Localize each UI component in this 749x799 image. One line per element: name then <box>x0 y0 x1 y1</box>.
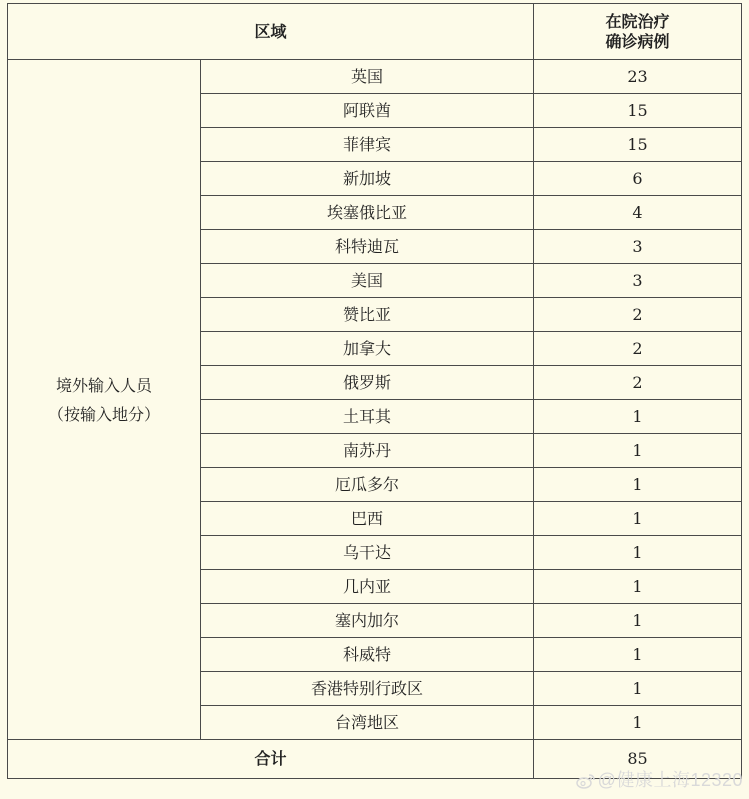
region-cell: 赞比亚 <box>201 298 534 332</box>
count-cell: 3 <box>534 264 742 298</box>
region-cell: 巴西 <box>201 502 534 536</box>
count-cell: 1 <box>534 468 742 502</box>
region-cell: 英国 <box>201 60 534 94</box>
count-cell: 1 <box>534 502 742 536</box>
table-row <box>8 60 742 94</box>
region-cell: 塞内加尔 <box>201 604 534 638</box>
region-cell: 科特迪瓦 <box>201 230 534 264</box>
group-label-line1: 境外输入人员 <box>55 375 152 395</box>
count-cell: 4 <box>534 196 742 230</box>
region-cell: 菲律宾 <box>201 128 534 162</box>
region-cell: 加拿大 <box>201 332 534 366</box>
cases-table <box>7 3 742 779</box>
total-count: 85 <box>534 740 742 779</box>
count-cell: 3 <box>534 230 742 264</box>
region-cell: 香港特别行政区 <box>201 672 534 706</box>
count-cell: 2 <box>534 332 742 366</box>
count-cell: 1 <box>534 570 742 604</box>
count-cell: 15 <box>534 94 742 128</box>
header-count-line1: 在院治疗 <box>605 11 670 31</box>
watermark <box>576 766 743 792</box>
count-cell: 15 <box>534 128 742 162</box>
region-cell: 乌干达 <box>201 536 534 570</box>
region-cell: 新加坡 <box>201 162 534 196</box>
group-label <box>8 60 201 740</box>
header-count-line2: 确诊病例 <box>605 31 670 51</box>
header-count <box>534 4 742 60</box>
region-cell: 南苏丹 <box>201 434 534 468</box>
region-cell: 厄瓜多尔 <box>201 468 534 502</box>
region-cell: 土耳其 <box>201 400 534 434</box>
region-cell: 美国 <box>201 264 534 298</box>
table-header-row <box>8 4 742 60</box>
count-cell: 1 <box>534 536 742 570</box>
region-cell: 阿联酋 <box>201 94 534 128</box>
count-cell: 1 <box>534 400 742 434</box>
header-region: 区域 <box>8 4 534 60</box>
watermark-text: @健康上海12320 <box>597 770 743 790</box>
count-cell: 1 <box>534 706 742 740</box>
weibo-icon <box>576 773 596 789</box>
table-body <box>8 60 742 740</box>
region-cell: 几内亚 <box>201 570 534 604</box>
count-cell: 1 <box>534 672 742 706</box>
count-cell: 23 <box>534 60 742 94</box>
region-cell: 科威特 <box>201 638 534 672</box>
region-cell: 埃塞俄比亚 <box>201 196 534 230</box>
count-cell: 2 <box>534 298 742 332</box>
count-cell: 2 <box>534 366 742 400</box>
count-cell: 6 <box>534 162 742 196</box>
count-cell: 1 <box>534 434 742 468</box>
total-label: 合计 <box>8 740 534 779</box>
count-cell: 1 <box>534 638 742 672</box>
region-cell: 台湾地区 <box>201 706 534 740</box>
group-label-line2: （按输入地分） <box>47 404 160 424</box>
region-cell: 俄罗斯 <box>201 366 534 400</box>
count-cell: 1 <box>534 604 742 638</box>
